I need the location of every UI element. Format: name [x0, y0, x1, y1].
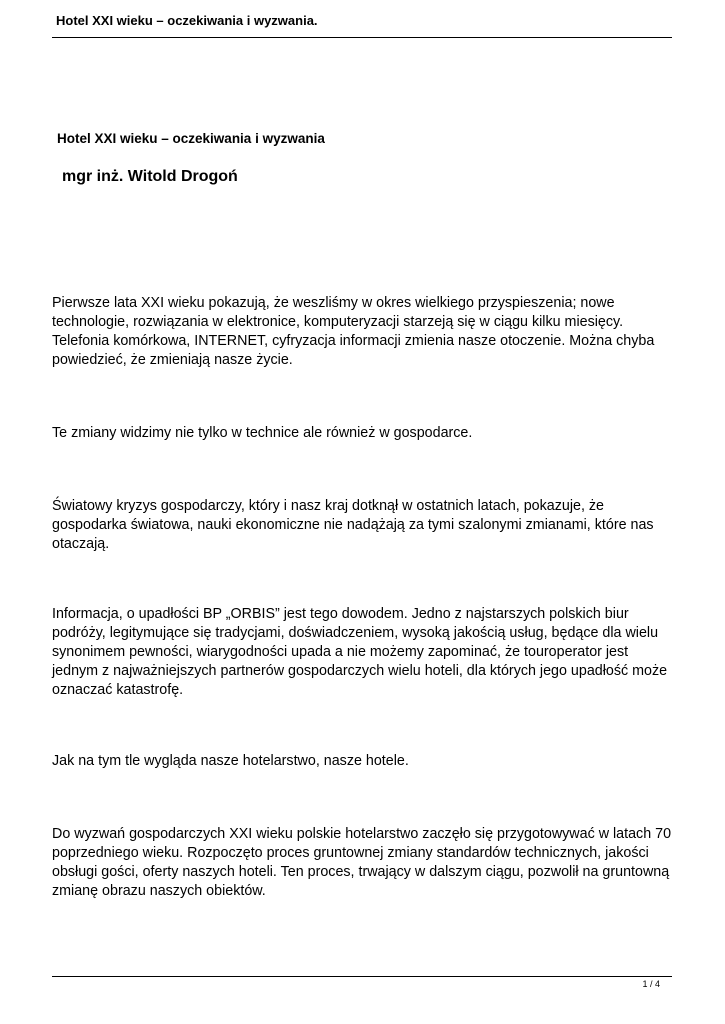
paragraph-6: Do wyzwań gospodarczych XXI wieku polskie hotelarstwo zaczęło się przygotowywać w latach 70 poprzedniego wieku. Rozpoczęto proces gruntownej zmiany standardów technicznych, jakości obsługi gości, oferty naszych hoteli. Ten proces, trwający w dalszym ciągu, pozwolił na gruntowną zmianę obrazu naszych obiektów. [52, 826, 672, 899]
paragraph-1: Pierwsze lata XXI wieku pokazują, że weszliśmy w okres wielkiego przyspieszenia; nowe technologie, rozwiązania w elektronice, komputeryzacji starzeją się w ciągu kilku miesięcy. Telefonia komórkowa, INTERNET, cyfryzacja informacji zmienia nasze otoczenie. Można chyba powiedzieć, że zmieniają nasze życie. [52, 295, 655, 368]
page-number: 1 / 4 [642, 979, 660, 989]
header-title: Hotel XXI wieku – oczekiwania i wyzwania. [56, 13, 318, 28]
page-footer-rule [52, 976, 672, 977]
paragraph-5: Jak na tym tle wygląda nasze hotelarstwo, nasze hotele. [52, 753, 409, 769]
paragraph-2: Te zmiany widzimy nie tylko w technice ale również w gospodarce. [52, 425, 473, 441]
paragraph-4: Informacja, o upadłości BP „ORBIS” jest tego dowodem. Jedno z najstarszych polskich biur podróży, legitymujące się tradycjami, doświadczeniem, wysoką jakością usług, będące dla wielu synonimem pewności, wiarygodności upada a nie możemy zapominać, że touroperator jest jednym z najważniejszych partnerów gospodarczych wielu hoteli, dla których jego upadłość może oznaczać katastrofę. [52, 606, 668, 698]
page-header [52, 11, 672, 38]
author-name: mgr inż. Witold Drogoń [62, 168, 238, 185]
document-title: Hotel XXI wieku – oczekiwania i wyzwania [57, 131, 325, 146]
paragraph-3: Światowy kryzys gospodarczy, który i nasz kraj dotknął w ostatnich latach, pokazuje, że gospodarka światowa, nauki ekonomiczne nie nadążają za tymi szalonymi zmianami, które nas otaczają. [52, 498, 654, 552]
